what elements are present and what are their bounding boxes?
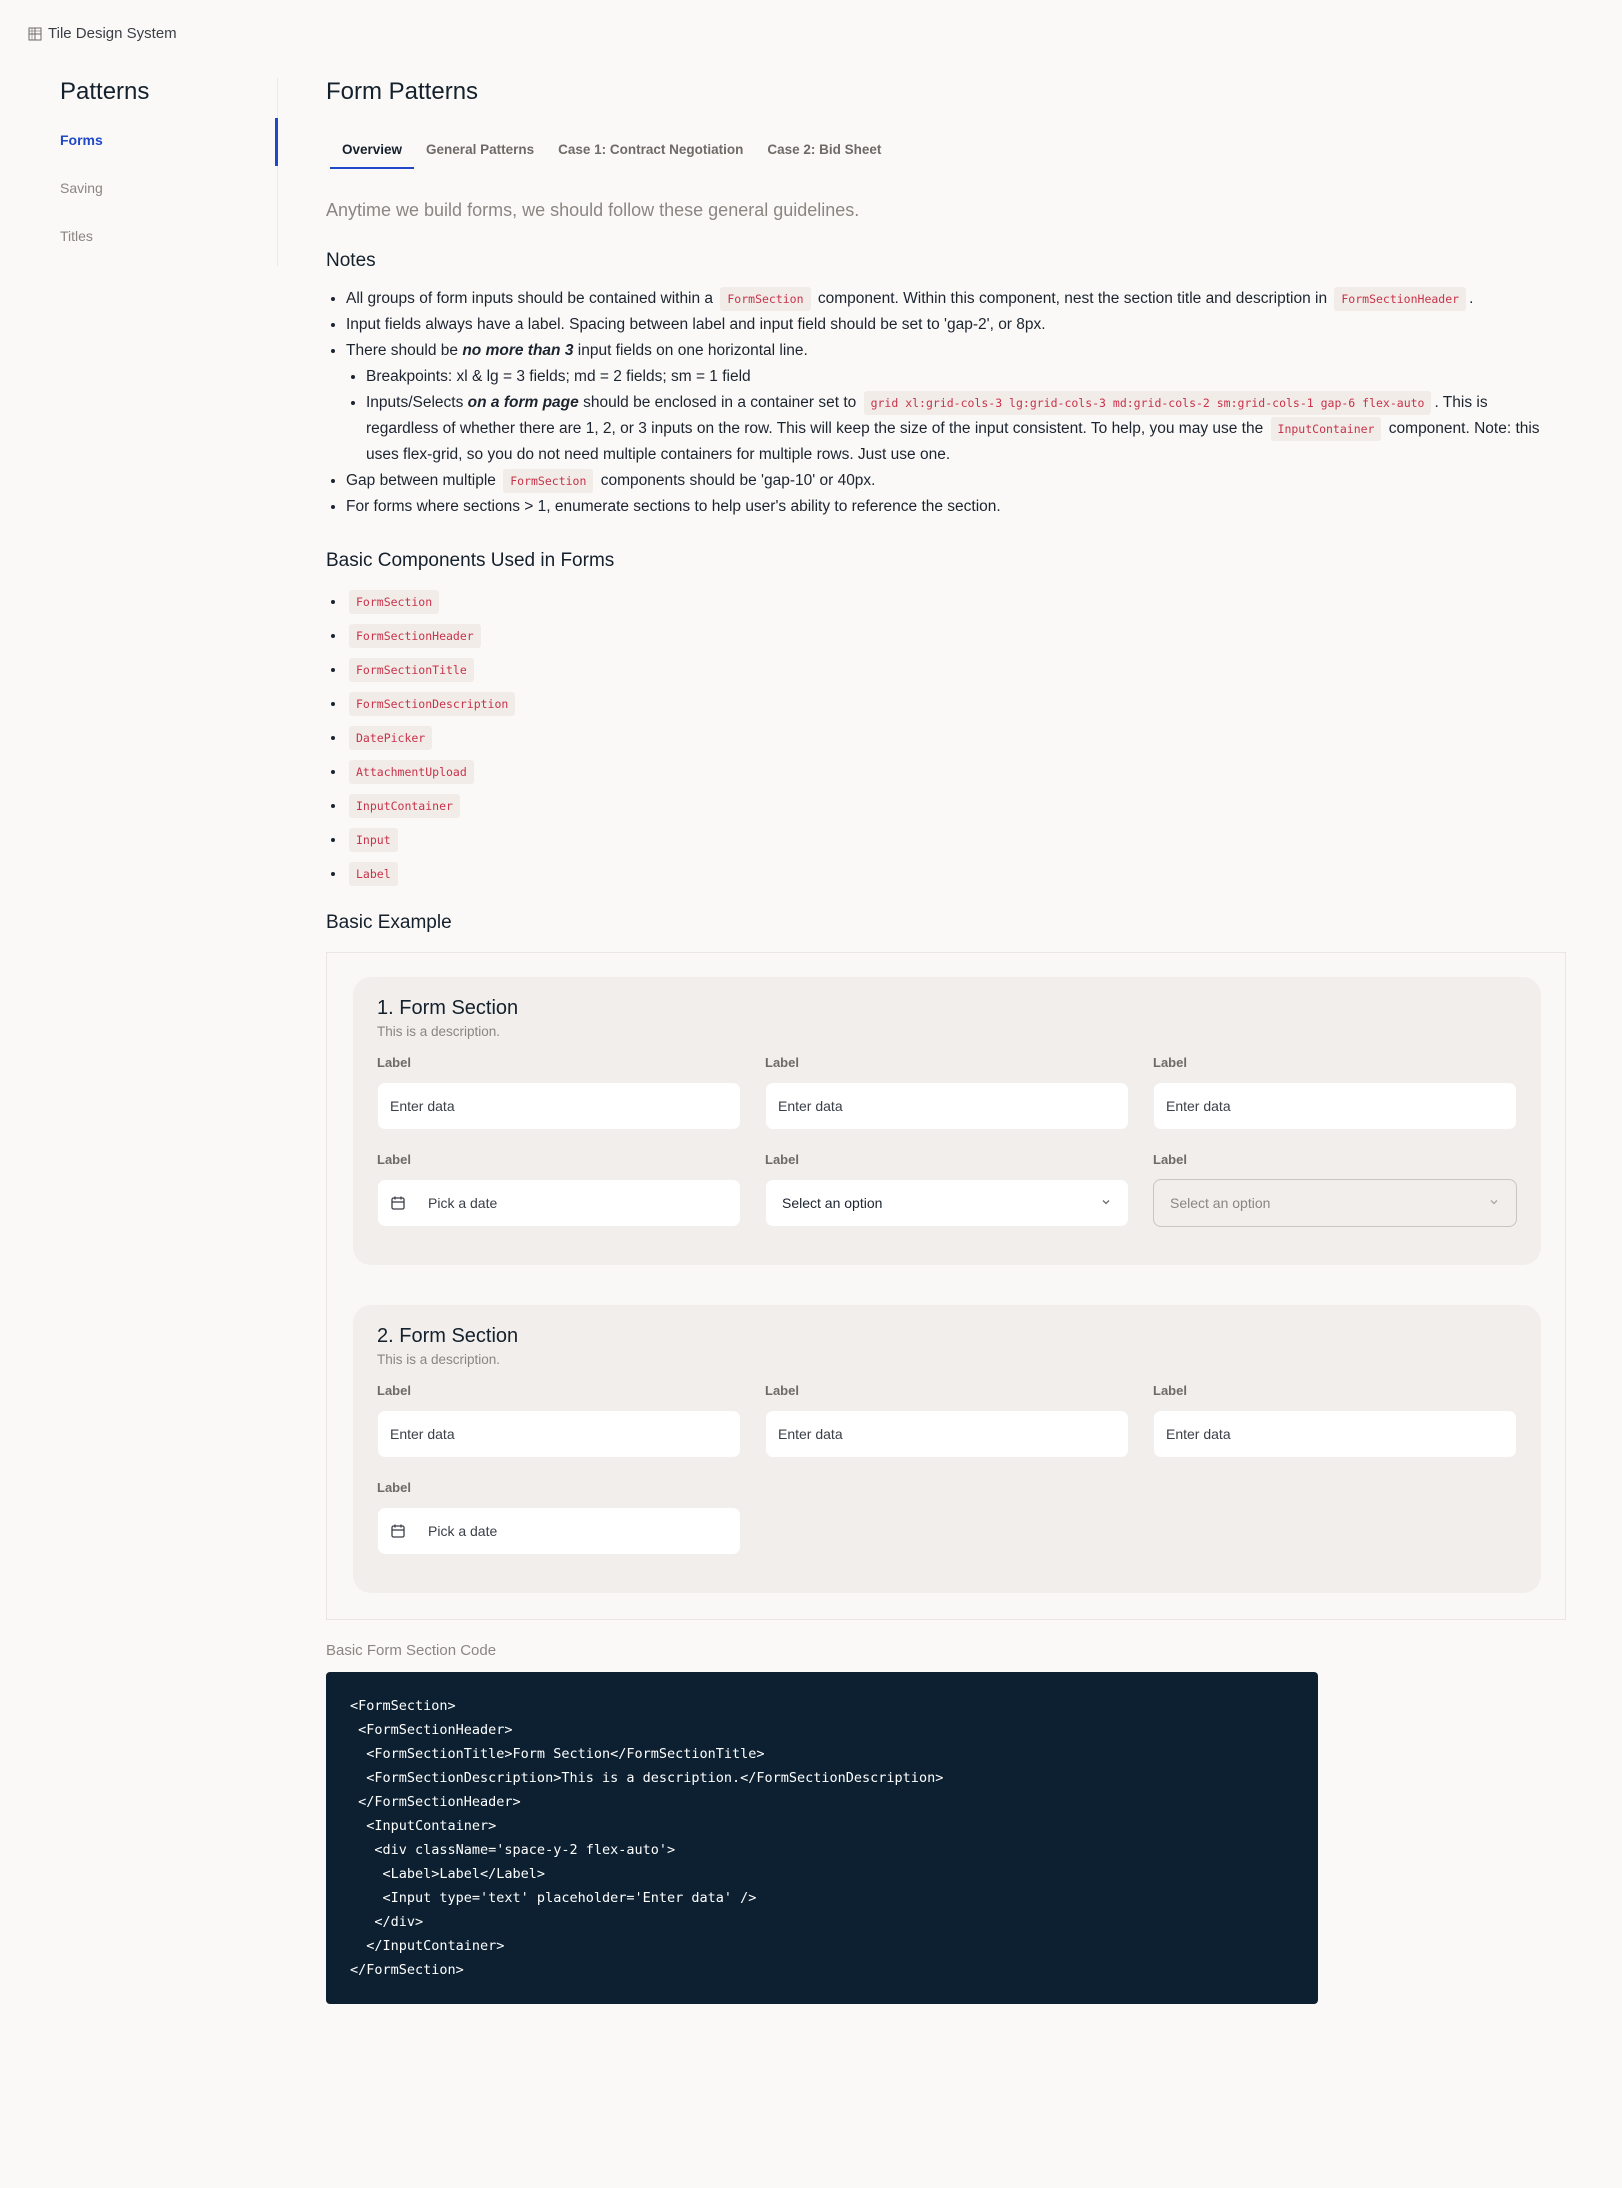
list-item: • Input (346, 822, 518, 856)
list-item: • Input fields always have a label. Spacing between label and input field should be set to 'gap-2', or 8px. (346, 312, 1556, 338)
components-heading: Basic Components Used in Forms (326, 550, 615, 571)
text-input[interactable]: Enter data (765, 1410, 1129, 1458)
field-group (765, 1055, 1129, 1130)
select-dropdown-disabled (1153, 1179, 1517, 1227)
notes-list (346, 286, 1556, 520)
field-label: Label (377, 1383, 411, 1398)
field-group (377, 1383, 741, 1458)
date-picker-value: Pick a date (428, 1523, 498, 1539)
text-input[interactable]: Enter data (1153, 1082, 1517, 1130)
list-item: • There should be no more than 3 input fields on one horizontal line. • Breakpoints: xl & lg = 3 fields; md = 2 fields; sm = 1 field • Inputs/Selects on a form page should be enclosed in a container set to grid xl:grid-cols-3 lg:grid-cols-3 md:grid-cols-2 sm:grid-cols-1 gap-6 flex-auto . This is regardless of whether there are 1, 2, or 3 inputs on the row. This will keep the size of the input consistent. To help, you may use the InputContainer component. Note: this uses flex-grid, so you do not need multiple containers for multiple rows. Just use one. (346, 338, 1556, 468)
list-item: • Breakpoints: xl & lg = 3 fields; md = 2 fields; sm = 1 field (366, 364, 1556, 390)
code-block: <FormSection> <FormSectionHeader> <FormSectionTitle>Form Section</FormSectionTitle> <FormSectionDescription>This is a description.</FormSectionDescription> </FormSectionHeader> <InputContainer> <div className='space-y-2 flex-auto'> <Label>Label</Label> <Input type='text' placeholder='Enter data' /> </div> </InputContainer> </FormSection> (326, 1672, 1318, 2004)
list-item: • Gap between multiple FormSection components should be 'gap-10' or 40px. (346, 468, 1556, 494)
code-label: Basic Form Section Code (326, 1642, 497, 1659)
code-snippet: FormSection (503, 469, 593, 493)
text-input[interactable]: Enter data (765, 1082, 1129, 1130)
list-item: • FormSectionDescription (346, 686, 518, 720)
field-label: Label (765, 1055, 799, 1070)
sidebar (0, 78, 278, 266)
example-heading: Basic Example (326, 912, 452, 933)
text-input[interactable]: Enter data (377, 1082, 741, 1130)
list-item: • FormSectionHeader (346, 618, 518, 652)
list-item: • DatePicker (346, 720, 518, 754)
list-item: • AttachmentUpload (346, 754, 518, 788)
select-value: Select an option (1170, 1195, 1271, 1211)
components-list (346, 584, 518, 890)
sidebar-item-saving[interactable]: Saving (60, 180, 103, 196)
list-item: • InputContainer (346, 788, 518, 822)
code-snippet: FormSectionHeader (1334, 287, 1466, 311)
field-label: Label (377, 1055, 411, 1070)
field-label: Label (1153, 1055, 1187, 1070)
form-section-description: This is a description. (377, 1352, 501, 1367)
field-group (765, 1152, 1129, 1227)
chevron-down-icon (1488, 1195, 1500, 1211)
form-section-description: This is a description. (377, 1024, 501, 1039)
date-picker[interactable] (377, 1507, 741, 1555)
sidebar-title: Patterns (60, 78, 150, 105)
date-picker-value: Pick a date (428, 1195, 498, 1211)
form-section-title: 1. Form Section (377, 997, 519, 1019)
field-group (1153, 1055, 1517, 1130)
list-item: • For forms where sections > 1, enumerate sections to help user's ability to reference the section. (346, 494, 1556, 520)
field-label: Label (1153, 1383, 1187, 1398)
list-item: • Inputs/Selects on a form page should be enclosed in a container set to grid xl:grid-cols-3 lg:grid-cols-3 md:grid-cols-2 sm:grid-cols-1 gap-6 flex-auto . This is regardless of whether there are 1, 2, or 3 inputs on the row. This will keep the size of the input consistent. To help, you may use the InputContainer component. Note: this uses flex-grid, so you do not need multiple containers for multiple rows. Just use one. (366, 390, 1556, 468)
chevron-down-icon (1100, 1195, 1112, 1211)
field-label: Label (765, 1383, 799, 1398)
select-value: Select an option (782, 1195, 883, 1211)
page-title: Form Patterns (326, 78, 479, 105)
sidebar-active-indicator (275, 118, 278, 166)
tab-overview[interactable]: Overview (330, 142, 414, 169)
calendar-icon (390, 1195, 406, 1211)
app-title: Tile Design System (48, 25, 177, 42)
page-lede: Anytime we build forms, we should follow these general guidelines. (326, 200, 860, 220)
field-label: Label (377, 1480, 411, 1495)
tab-general-patterns[interactable]: General Patterns (426, 142, 535, 157)
sidebar-item-titles[interactable]: Titles (60, 228, 93, 244)
list-item: • All groups of form inputs should be contained within a FormSection component. Within this component, nest the section title and description in FormSectionHeader . (346, 286, 1556, 312)
list-item: • FormSection (346, 584, 518, 618)
field-label: Label (765, 1152, 799, 1167)
form-section-1 (353, 977, 1541, 1265)
form-section-2 (353, 1305, 1541, 1593)
example-preview (326, 952, 1566, 1620)
select-dropdown[interactable] (765, 1179, 1129, 1227)
field-group (765, 1383, 1129, 1458)
code-snippet: grid xl:grid-cols-3 lg:grid-cols-3 md:grid-cols-2 sm:grid-cols-1 gap-6 flex-auto (864, 391, 1432, 415)
sidebar-item-forms[interactable]: Forms (60, 132, 103, 148)
list-item: • Label (346, 856, 518, 890)
field-group (377, 1480, 741, 1555)
field-group (377, 1152, 741, 1227)
app-header (28, 25, 177, 42)
main-content (326, 78, 1566, 1978)
form-section-title: 2. Form Section (377, 1325, 519, 1347)
grid-logo-icon (28, 27, 42, 41)
list-item: • FormSectionTitle (346, 652, 518, 686)
tab-bar (330, 142, 893, 169)
field-label: Label (377, 1152, 411, 1167)
field-group (1153, 1383, 1517, 1458)
tab-case-1[interactable]: Case 1: Contract Negotiation (558, 142, 744, 157)
input-container (377, 1055, 1517, 1227)
calendar-icon (390, 1523, 406, 1539)
text-input[interactable]: Enter data (1153, 1410, 1517, 1458)
input-container (377, 1383, 1517, 1555)
field-group (377, 1055, 741, 1130)
field-label: Label (1153, 1152, 1187, 1167)
notes-heading: Notes (326, 250, 376, 271)
tab-case-2[interactable]: Case 2: Bid Sheet (767, 142, 882, 157)
field-group (1153, 1152, 1517, 1227)
code-snippet: FormSection (720, 287, 810, 311)
text-input[interactable]: Enter data (377, 1410, 741, 1458)
code-snippet: InputContainer (1271, 417, 1382, 441)
date-picker[interactable] (377, 1179, 741, 1227)
